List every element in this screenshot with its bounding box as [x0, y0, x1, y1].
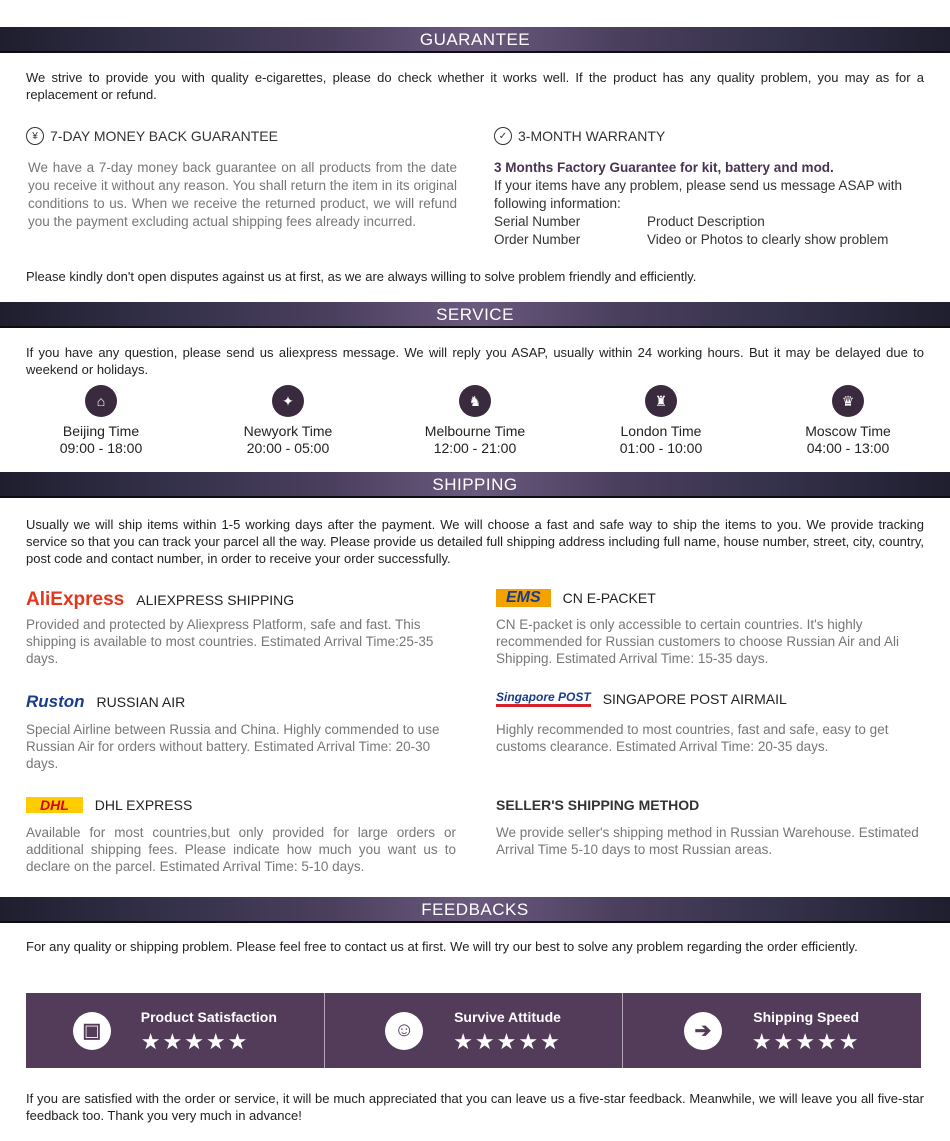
- warranty-text: If your items have any problem, please send us message ASAP with following information:: [494, 178, 902, 211]
- service-intro: If you have any question, please send us aliexpress message. We will reply you ASAP, usually within 24 working hours. But it may be delayed due to weekend or holidays.: [26, 345, 924, 377]
- timezone-moscow: ♛ Moscow Time 04:00 - 13:00: [773, 385, 923, 457]
- feedbacks-header-band: [0, 897, 950, 923]
- rating-survive-attitude: ☺ Survive Attitude ★★★★★: [325, 993, 624, 1068]
- shipping-header-band: [0, 472, 950, 498]
- guarantee-header-band: [0, 27, 950, 53]
- dhl-logo: DHL: [26, 797, 83, 813]
- timezone-london: ♜ London Time 01:00 - 10:00: [586, 385, 736, 457]
- timezone-beijing: ⌂ Beijing Time 09:00 - 18:00: [26, 385, 176, 457]
- maple-leaf-icon: ✦: [272, 385, 304, 417]
- kangaroo-icon: ♞: [459, 385, 491, 417]
- dhl-text: Available for most countries,but only provided for large orders or additional shipping fees. Please indicate how much you want us to declare on the parcel. Estimated Arrival Time: 5-10 days.: [26, 825, 456, 874]
- timezone-newyork: ✦ Newyork Time 20:00 - 05:00: [213, 385, 363, 457]
- kremlin-icon: ♛: [832, 385, 864, 417]
- warranty-row: Order Number Video or Photos to clearly show problem: [494, 232, 889, 247]
- ruston-logo: Ruston: [26, 692, 85, 711]
- russian-air-text: Special Airline between Russia and China. Highly commended to use Russian Air for orders without battery. Estimated Arrival Time: 20-30 days.: [26, 722, 440, 771]
- singapore-post-logo: Singapore POST: [496, 690, 591, 707]
- money-back-text: We have a 7-day money back guarantee on all products from the date you receive it without any reason. You shall return the item in its original conditions to us. When we receive the returned product, we will refund you the payment excluding actual shipping fees already incurred.: [28, 160, 457, 229]
- cn-epacket-heading: EMS CN E-PACKET: [496, 589, 656, 607]
- sellers-shipping-text: We provide seller's shipping method in Russian Warehouse. Estimated Arrival Time 5-10 days to most Russian areas.: [496, 825, 919, 857]
- aliexpress-shipping-heading: AliExpress ALIEXPRESS SHIPPING: [26, 589, 295, 610]
- arrow-right-icon: ➔: [684, 1012, 722, 1050]
- warranty-row: Serial Number Product Description: [494, 214, 765, 229]
- russian-air-heading: Ruston RUSSIAN AIR: [26, 692, 186, 711]
- star-rating: ★★★★★: [140, 1028, 250, 1054]
- ems-logo: EMS: [496, 589, 551, 607]
- pagoda-icon: ⌂: [85, 385, 117, 417]
- money-back-heading: ¥ 7-DAY MONEY BACK GUARANTEE: [26, 127, 278, 145]
- aliexpress-shipping-text: Provided and protected by Aliexpress Platform, safe and fast. This shipping is available to most countries. Estimated Arrival Time:25-35 days.: [26, 617, 434, 666]
- singapore-post-heading: Singapore POST SINGAPORE POST AIRMAIL: [496, 690, 787, 707]
- warranty-body: [494, 159, 924, 249]
- dhl-heading: DHL DHL EXPRESS: [26, 797, 192, 813]
- shipping-intro: Usually we will ship items within 1-5 working days after the payment. We will choose a fast and safe way to ship the items to you. We provide tracking service so that you can track your parcel all the way. Please provide us detailed full shipping address including full name, house number, street, city, country, post code and contact number, in order to receive your order successfully.: [26, 517, 924, 566]
- timezone-melbourne: ♞ Melbourne Time 12:00 - 21:00: [400, 385, 550, 457]
- feedbacks-title: FEEDBACKS: [421, 900, 529, 919]
- big-ben-icon: ♜: [645, 385, 677, 417]
- gift-icon: ▣: [73, 1012, 111, 1050]
- service-header-band: [0, 302, 950, 328]
- dispute-note: Please kindly don't open disputes against us at first, as we are always willing to solve problem friendly and efficiently.: [26, 269, 697, 284]
- cn-epacket-text: CN E-packet is only accessible to certain countries. It's highly recommended for Russian customers to choose Russian Air and Ali Shipping. Estimated Arrival Time: 15-35 days.: [496, 617, 899, 666]
- feedback-ratings-panel: [26, 993, 921, 1068]
- singapore-post-text: Highly recommended to most countries, fast and safe, easy to get customs clearance. Estimated Arrival Time: 20-35 days.: [496, 722, 889, 754]
- guarantee-title: GUARANTEE: [419, 30, 531, 49]
- star-rating: ★★★★★: [751, 1028, 861, 1054]
- sellers-shipping-heading: SELLER'S SHIPPING METHOD: [496, 797, 700, 813]
- shield-icon: ✓: [494, 127, 512, 145]
- rating-shipping-speed: ➔ Shipping Speed ★★★★★: [623, 993, 921, 1068]
- aliexpress-logo: AliExpress: [26, 589, 125, 610]
- service-title: SERVICE: [436, 305, 514, 324]
- star-rating: ★★★★★: [453, 1028, 562, 1054]
- guarantee-intro: We strive to provide you with quality e-cigarettes, please do check whether it works well. If the product has any quality problem, you may as for a replacement or refund.: [26, 70, 924, 102]
- feedbacks-closing: If you are satisfied with the order or service, it will be much appreciated that you can leave us a five-star feedback. Meanwhile, we will leave you all five-star feedback too. Thank you very much in advance!: [26, 1091, 924, 1123]
- rating-product-satisfaction: ▣ Product Satisfaction ★★★★★: [26, 993, 325, 1068]
- yen-refund-icon: ¥: [26, 127, 44, 145]
- feedbacks-intro: For any quality or shipping problem. Please feel free to contact us at first. We will try our best to solve any problem regarding the order efficiently.: [26, 939, 858, 954]
- shipping-title: SHIPPING: [432, 475, 518, 494]
- smiley-icon: ☺: [385, 1012, 423, 1050]
- warranty-bold-line: 3 Months Factory Guarantee for kit, battery and mod.: [494, 160, 834, 175]
- warranty-heading: ✓ 3-MONTH WARRANTY: [494, 127, 665, 145]
